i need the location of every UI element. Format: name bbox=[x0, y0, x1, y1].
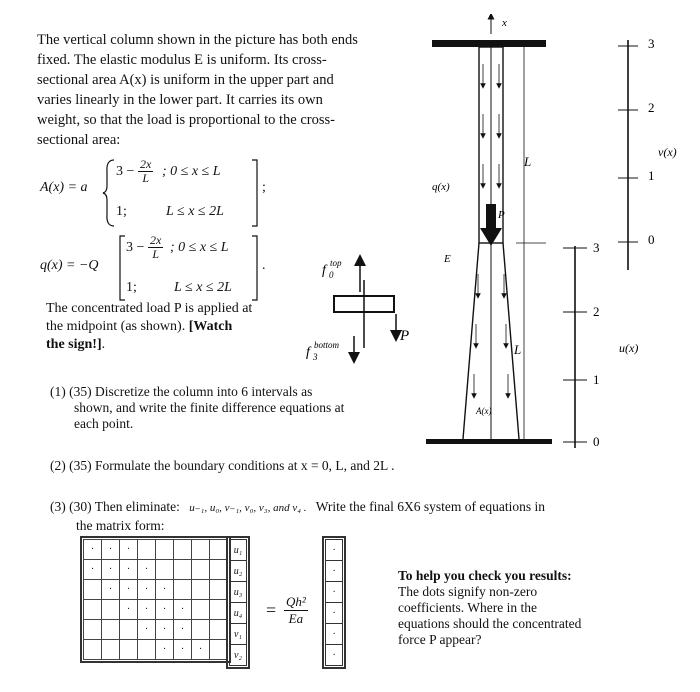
matrix-grid bbox=[83, 539, 228, 660]
load-lhs: q(x) = −Q bbox=[40, 258, 99, 273]
rhs-dot-cell: · bbox=[326, 645, 343, 666]
matrix-dot-cell: · bbox=[120, 560, 138, 580]
factor-den: Ea bbox=[288, 611, 304, 626]
equals-sign: = bbox=[266, 600, 277, 620]
rhs-dot-cell: · bbox=[326, 603, 343, 624]
matrix-empty-cell bbox=[192, 620, 210, 640]
matrix-empty-cell bbox=[210, 540, 228, 560]
matrix-dot-cell: · bbox=[174, 600, 192, 620]
task-1-line: (1) (35) Discretize the column into 6 intervals as bbox=[50, 384, 313, 399]
task-1-line: each point. bbox=[74, 416, 134, 431]
v-scale-label: v(x) bbox=[658, 145, 677, 159]
matrix-empty-cell bbox=[84, 640, 102, 660]
intro-line: The vertical column shown in the picture has both ends bbox=[37, 32, 358, 48]
help-note bbox=[398, 568, 698, 648]
matrix-empty-cell bbox=[120, 640, 138, 660]
matrix-dot-cell: · bbox=[102, 540, 120, 560]
matrix-row bbox=[84, 600, 228, 620]
load-trail: . bbox=[262, 258, 266, 273]
matrix-empty-cell bbox=[174, 540, 192, 560]
f-top-sup: top bbox=[330, 258, 342, 268]
area-case1-range: ; 0 ≤ x ≤ L bbox=[162, 164, 221, 179]
area-case2-value: 1; bbox=[116, 204, 127, 219]
matrix-row bbox=[84, 540, 228, 560]
intro-line: weight, so that the load is proportional to the cross- bbox=[37, 112, 336, 128]
area-lhs: A(x) = a bbox=[40, 180, 88, 195]
factor-num: Qh² bbox=[286, 594, 306, 609]
matrix-empty-cell bbox=[174, 560, 192, 580]
top-support bbox=[432, 40, 546, 47]
unknown-cell: u₁ bbox=[230, 540, 247, 561]
help-line: The dots signify non-zero bbox=[398, 584, 538, 599]
point-load-line: The concentrated load P is applied at bbox=[46, 301, 253, 316]
matrix-empty-cell bbox=[210, 620, 228, 640]
area-case1-num: 2x bbox=[140, 157, 152, 171]
matrix-dot-cell: · bbox=[138, 600, 156, 620]
matrix-dot-cell: · bbox=[138, 580, 156, 600]
matrix-empty-cell bbox=[192, 560, 210, 580]
x-axis-label: x bbox=[502, 17, 507, 29]
matrix-empty-cell bbox=[138, 640, 156, 660]
unknown-cell: v₂ bbox=[230, 645, 247, 666]
matrix-empty-cell bbox=[210, 640, 228, 660]
v-tick-label: 1 bbox=[648, 168, 655, 183]
e-label: E bbox=[444, 253, 451, 265]
matrix-empty-cell bbox=[138, 540, 156, 560]
matrix-dot-cell: · bbox=[102, 560, 120, 580]
unknown-cell: v₁ bbox=[230, 624, 247, 645]
matrix-dot-cell: · bbox=[156, 640, 174, 660]
area-case1-left: 3 − bbox=[116, 164, 135, 179]
unknown-column bbox=[229, 539, 247, 666]
help-line: force P appear? bbox=[398, 632, 482, 647]
matrix-empty-cell bbox=[210, 600, 228, 620]
f-bottom-sub: 3 bbox=[313, 352, 318, 362]
matrix-empty-cell bbox=[156, 560, 174, 580]
u-tick-label: 1 bbox=[593, 372, 600, 387]
matrix-empty-cell bbox=[192, 580, 210, 600]
u-scale-label: u(x) bbox=[619, 341, 639, 355]
task-3-vars: u₋₁, u₀, v₋₁, v₀, v₃, and v₄ . bbox=[189, 502, 307, 514]
help-title: To help you check you results: bbox=[398, 568, 572, 583]
f-top-label: f bbox=[322, 263, 326, 278]
intro-line: fixed. The elastic modulus E is uniform. Its cross- bbox=[37, 52, 327, 68]
p-label: P bbox=[400, 328, 410, 344]
matrix-dot-cell: · bbox=[120, 540, 138, 560]
coefficient-matrix bbox=[80, 536, 231, 663]
point-load-text: . bbox=[101, 337, 106, 352]
v-tick-label: 2 bbox=[648, 100, 655, 115]
matrix-row bbox=[84, 640, 228, 660]
sign-warning: the sign!] bbox=[46, 337, 102, 352]
matrix-dot-cell: · bbox=[120, 580, 138, 600]
u-scale bbox=[555, 240, 680, 454]
right-bracket bbox=[250, 158, 260, 228]
unknown-cell: u₂ bbox=[230, 561, 247, 582]
area-case1-den: L bbox=[142, 171, 149, 185]
task-3-line: the matrix form: bbox=[76, 518, 165, 533]
load-case2-range: L ≤ x ≤ 2L bbox=[174, 280, 232, 295]
p-diagram-label: P bbox=[498, 209, 505, 221]
area-equation bbox=[40, 158, 300, 230]
matrix-dot-cell: · bbox=[120, 600, 138, 620]
unknown-cell: u₄ bbox=[230, 603, 247, 624]
l-lower-label: L bbox=[514, 342, 522, 357]
point-load-paragraph bbox=[46, 300, 306, 354]
help-line: equations should the concentrated bbox=[398, 616, 582, 631]
matrix-row bbox=[84, 620, 228, 640]
area-case1-fraction bbox=[138, 158, 153, 185]
matrix-dot-cell: · bbox=[84, 560, 102, 580]
matrix-dot-cell: · bbox=[138, 560, 156, 580]
matrix-empty-cell bbox=[120, 620, 138, 640]
matrix-dot-cell: · bbox=[192, 640, 210, 660]
matrix-empty-cell bbox=[156, 540, 174, 560]
rhs-column bbox=[325, 539, 343, 666]
rhs-dot-cell: · bbox=[326, 582, 343, 603]
matrix-empty-cell bbox=[192, 540, 210, 560]
matrix-empty-cell bbox=[210, 580, 228, 600]
matrix-empty-cell bbox=[84, 620, 102, 640]
load-equation bbox=[40, 232, 300, 304]
task-3 bbox=[50, 498, 690, 535]
load-case1-range: ; 0 ≤ x ≤ L bbox=[170, 240, 229, 255]
help-line: coefficients. Where in the bbox=[398, 600, 537, 615]
f-top-sub: 0 bbox=[329, 270, 334, 280]
matrix-dot-cell: · bbox=[84, 540, 102, 560]
a-label: A(x) bbox=[476, 406, 492, 416]
matrix-dot-cell: · bbox=[174, 620, 192, 640]
u-tick-label: 3 bbox=[593, 240, 600, 255]
u-tick-label: 0 bbox=[593, 434, 600, 449]
right-bracket bbox=[250, 234, 260, 302]
matrix-empty-cell bbox=[102, 620, 120, 640]
unknown-cell: u₃ bbox=[230, 582, 247, 603]
matrix-empty-cell bbox=[210, 560, 228, 580]
load-case1-left: 3 − bbox=[126, 240, 145, 255]
intro-line: sectional area A(x) is uniform in the upper part and bbox=[37, 72, 334, 88]
task-2: (2) (35) Formulate the boundary conditions at x = 0, L, and 2L . bbox=[50, 458, 395, 473]
task-1-line: shown, and write the finite difference equations at bbox=[74, 400, 345, 415]
v-tick-label: 0 bbox=[648, 232, 655, 247]
bottom-support bbox=[426, 439, 552, 444]
task-3-suffix: Write the final 6X6 system of equations in bbox=[315, 499, 545, 514]
rhs-dot-cell: · bbox=[326, 624, 343, 645]
q-label: q(x) bbox=[432, 181, 450, 193]
matrix-dot-cell: · bbox=[156, 580, 174, 600]
rhs-dot-cell: · bbox=[326, 561, 343, 582]
matrix-dot-cell: · bbox=[156, 600, 174, 620]
task-1 bbox=[50, 384, 344, 432]
f-bottom-label: f bbox=[306, 345, 310, 360]
intro-line: varies linearly in the lower part. It carries its own bbox=[37, 92, 323, 108]
rhs-factor bbox=[284, 594, 308, 627]
matrix-empty-cell bbox=[84, 580, 102, 600]
free-body-sketch bbox=[300, 240, 420, 370]
matrix-empty-cell bbox=[84, 600, 102, 620]
area-case2-range: L ≤ x ≤ 2L bbox=[166, 204, 224, 219]
l-upper-label: L bbox=[524, 154, 532, 169]
matrix-empty-cell bbox=[102, 600, 120, 620]
rhs-vector bbox=[322, 536, 346, 669]
matrix-dot-cell: · bbox=[156, 620, 174, 640]
matrix-row bbox=[84, 580, 228, 600]
intro-paragraph bbox=[37, 30, 437, 150]
matrix-dot-cell: · bbox=[174, 640, 192, 660]
intro-line: sectional area: bbox=[37, 132, 121, 148]
load-case1-fraction bbox=[148, 234, 163, 261]
load-case1-den: L bbox=[152, 247, 159, 261]
column-diagram bbox=[420, 14, 560, 454]
f-bottom-sup: bottom bbox=[314, 340, 340, 350]
u-tick-label: 2 bbox=[593, 304, 600, 319]
area-trail: ; bbox=[262, 180, 266, 195]
load-case2-value: 1; bbox=[126, 280, 137, 295]
matrix-empty-cell bbox=[174, 580, 192, 600]
matrix-empty-cell bbox=[102, 640, 120, 660]
left-brace bbox=[102, 158, 116, 228]
matrix-empty-cell bbox=[192, 600, 210, 620]
matrix-dot-cell: · bbox=[138, 620, 156, 640]
load-case1-num: 2x bbox=[150, 233, 162, 247]
unknown-vector bbox=[226, 536, 250, 669]
rhs-dot-cell: · bbox=[326, 540, 343, 561]
watch-warning: [Watch bbox=[188, 319, 233, 334]
point-load-text: the midpoint (as shown). bbox=[46, 319, 189, 334]
v-tick-label: 3 bbox=[648, 36, 655, 51]
matrix-row bbox=[84, 560, 228, 580]
matrix-dot-cell: · bbox=[102, 580, 120, 600]
task-3-prefix: (3) (30) Then eliminate: bbox=[50, 499, 180, 514]
